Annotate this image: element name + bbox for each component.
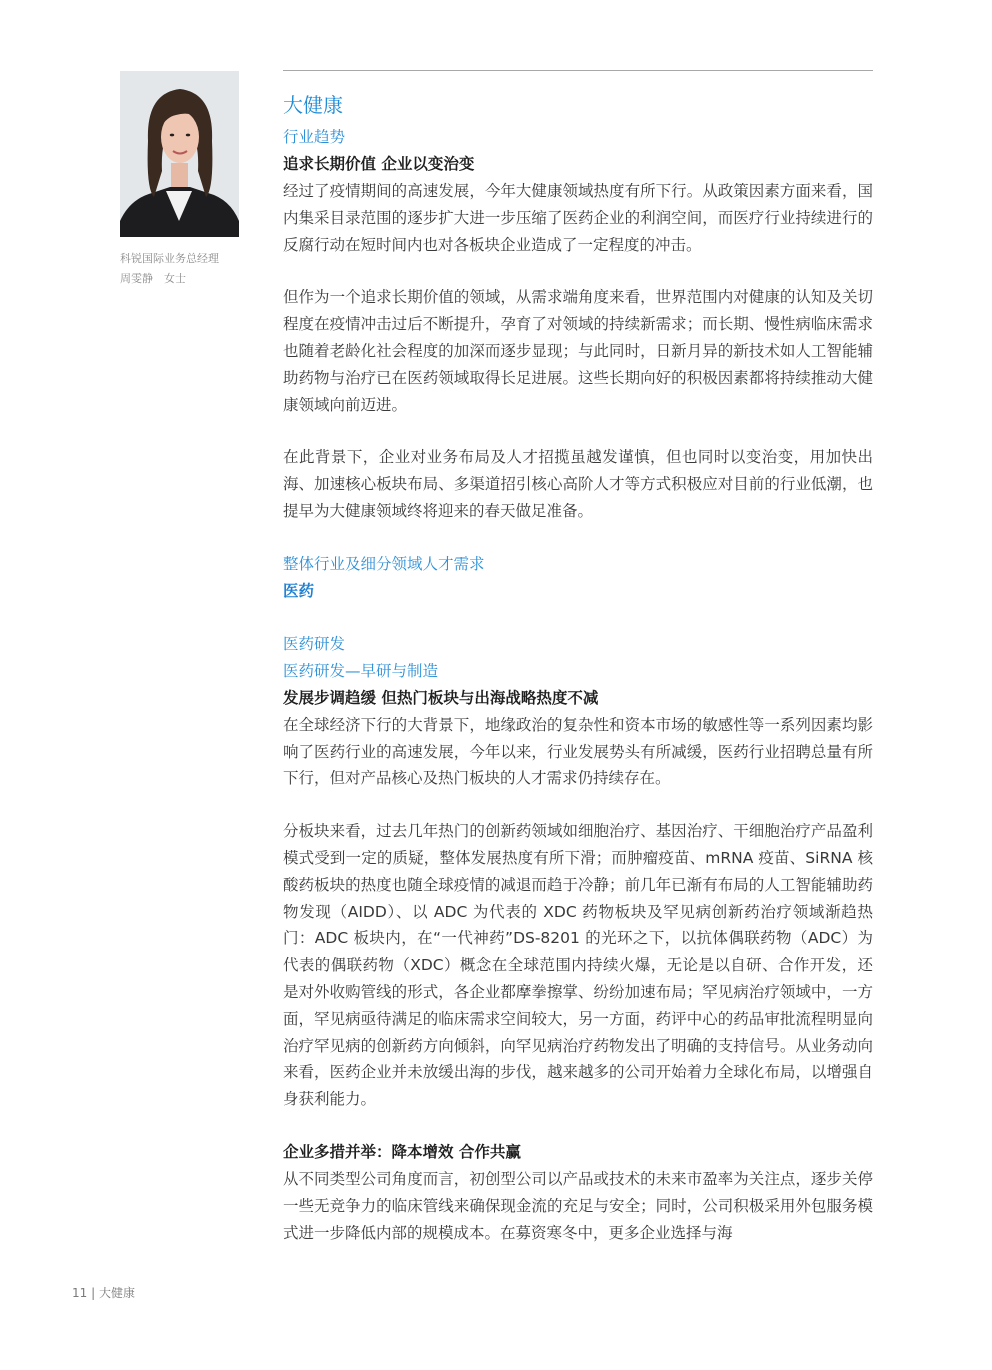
headline-slowdown: 发展步调趋缓 但热门板块与出海战略热度不减 [283,688,599,707]
subhead-industry-trend: 行业趋势 [283,128,346,146]
subhead-pharma-rd-early: 医药研发—早研与制造 [283,661,439,680]
profile-name: 周雯静 女士 [120,272,186,285]
headline-long-term-value: 追求长期价值 企业以变治变 [283,155,475,173]
paragraph-3: 在此背景下，企业对业务布局及人才招揽虽越发谨慎，但也同时以变治变，用加快出海、加速核心板块布局、多渠道招引核心高阶人才等方式积极应对目前的行业低潮，也提早为大健康领域终将迎来的春天做足准备。 [283,448,873,520]
paragraph-4: 在全球经济下行的大背景下，地缘政治的复杂性和资本市场的敏感性等一系列因素均影响了医药行业的高速发展，今年以来，行业发展势头有所减缓，医药行业招聘总量有所下行，但对产品核心及热门板块的人才需求仍持续存在。 [283,715,873,788]
article-body [283,90,873,1246]
page-footer: 11 | 大健康 [72,1286,135,1300]
portrait-image [120,71,239,237]
paragraph-2: 但作为一个追求长期价值的领域，从需求端角度来看，世界范围内对健康的认知及关切程度在疫情冲击过后不断提升，孕育了对领域的持续新需求；而长期、慢性病临床需求也随着老龄化社会程度的加深而逐步显现；与此同时，日新月异的新技术如人工智能辅助药物与治疗已在医药领域取得长足进展。这些长期向好的积极因素都将持续推动大健康领域向前迈进。 [283,288,873,414]
profile-title: 科锐国际业务总经理 [120,252,219,265]
headline-cost-reduction: 企业多措并举：降本增效 合作共赢 [283,1142,521,1161]
paragraph-1: 经过了疫情期间的高速发展，今年大健康领域热度有所下行。从政策因素方面来看，国内集采目录范围的逐步扩大进一步压缩了医药企业的利润空间，而医疗行业持续进行的反腐行动在短时间内也对各板块企业造成了一定程度的冲击。 [283,182,873,254]
subhead-talent-demand: 整体行业及细分领域人才需求 [283,554,485,573]
subhead-pharma-rd: 医药研发 [283,634,346,653]
subhead-pharma: 医药 [283,581,315,600]
paragraph-5: 分板块来看，过去几年热门的创新药领域如细胞治疗、基因治疗、干细胞治疗产品盈利模式受到一定的质疑，整体发展热度有所下滑；而肿瘤疫苗、mRNA 疫苗、SiRNA 核酸药板块的热度也随全球疫情的减退而趋于冷静；前几年已渐有布局的人工智能辅助药物发现（AIDD）、以 ADC 为代表的 XDC 药物板块及罕见病创新药治疗领域渐趋热门：ADC 板块内，在“一代神药”DS-8201 的光环之下，以抗体偶联药物（ADC）为代表的偶联药物（XDC）概念在全球范围内持续火爆，无论是以自研、合作开发，还是对外收购管线的形式，各企业都摩拳擦掌、纷纷加速布局；罕见病治疗领域中，一方面，罕见病亟待满足的临床需求空间较大，另一方面，药评中心的药品审批流程明显向治疗罕见病的创新药方向倾斜，向罕见病治疗药物发出了明确的支持信号。从业务动向来看，医药企业并未放缓出海的步伐，越来越多的公司开始着力全球化布局，以增强自身获利能力。 [283,822,873,1109]
profile-caption [120,249,260,289]
profile-photo [120,71,239,237]
section-title: 大健康 [283,93,343,117]
top-divider [283,70,873,71]
paragraph-6: 从不同类型公司角度而言，初创型公司以产品或技术的未来市盈率为关注点，逐步关停一些无竞争力的临床管线来确保现金流的充足与安全；同时，公司积极采用外包服务模式进一步降低内部的规模成本。在募资寒冬中，更多企业选择与海 [283,1169,873,1242]
